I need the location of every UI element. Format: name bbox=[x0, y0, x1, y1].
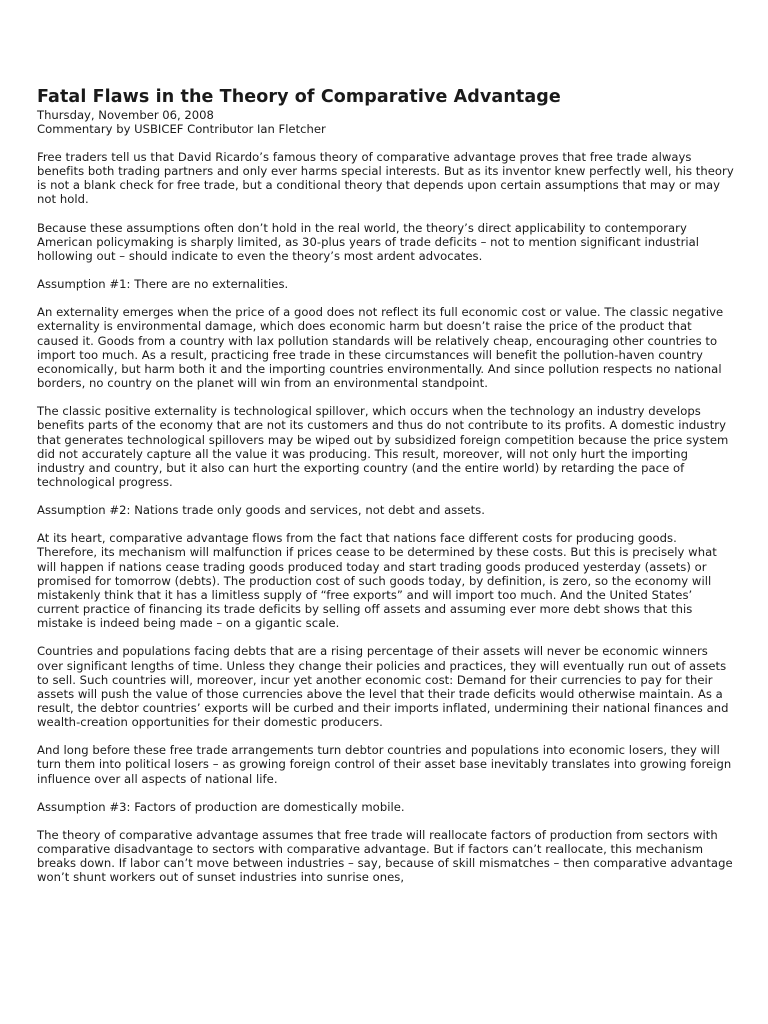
paragraph: Because these assumptions often don’t hold in the real world, the theory’s direct applicability to contemporary American policymaking is sharply limited, as 30-plus years of trade deficits – not to mention significant industrial hollowing out – should indicate to even the theory’s most ardent advocates. bbox=[37, 220, 700, 263]
paragraph: And long before these free trade arrangements turn debtor countries and populations into economic losers, they will turn them into political losers – as growing foreign control of their asset base inevitably translates into growing foreign influence over all aspects of national life. bbox=[37, 743, 732, 786]
paragraph: Countries and populations facing debts that are a rising percentage of their assets will never be economic winners over significant lengths of time. Unless they change their policies and practices, they will eventually run out of assets to sell. Such countries will, moreover, incur yet another economic cost: Demand for their currencies to pay for their assets will push the value of those currencies above the level that their trade deficits would otherwise maintain. As a result, the debtor countries’ exports will be curbed and their imports inflated, undermining their national finances and wealth-creation opportunities for their domestic producers. bbox=[37, 644, 729, 730]
paragraph: An externality emerges when the price of a good does not reflect its full economic cost or value. The classic negative externality is environmental damage, which does economic harm but doesn’t raise the price of the product that caused it. Goods from a country with lax pollution standards will be relatively cheap, encouraging other countries to import too much. As a result, practicing free trade in these circumstances will benefit the pollution-haven country economically, but harm both it and the importing countries environmentally. And since pollution respects no national borders, no country on the planet will win from an environmental standpoint. bbox=[37, 305, 724, 391]
article-title: Fatal Flaws in the Theory of Comparative Advantage bbox=[37, 87, 561, 107]
assumption-heading: Assumption #2: Nations trade only goods and services, not debt and assets. bbox=[37, 503, 485, 518]
article bbox=[37, 86, 737, 899]
assumption-heading: Assumption #3: Factors of production are domestically mobile. bbox=[37, 799, 405, 814]
article-date: Thursday, November 06, 2008 bbox=[37, 108, 214, 122]
article-byline: Commentary by USBICEF Contributor Ian Fletcher bbox=[37, 122, 326, 136]
paragraph: The theory of comparative advantage assumes that free trade will reallocate factors of production from sectors with comparative disadvantage to sectors with comparative advantage. But if factors can’t reallocate, this mechanism breaks down. If labor can’t move between industries – say, because of skill mismatches – then comparative advantage won’t shunt workers out of sunset industries into sunrise ones, bbox=[37, 827, 733, 885]
assumption-heading: Assumption #1: There are no externalities. bbox=[37, 277, 289, 292]
paragraph: At its heart, comparative advantage flows from the fact that nations face different costs for producing goods. Therefore, its mechanism will malfunction if prices cease to be determined by these costs. But this is precisely what will happen if nations cease trading goods produced today and start trading goods produced yesterday (assets) or promised for tomorrow (debts). The production cost of such goods today, by definition, is zero, so the economy will mistakenly think that it has a limitless supply of “free exports” and will import too much. And the United States’ current practice of financing its trade deficits by selling off assets and assuming ever more debt shows that this mistake is indeed being made – on a gigantic scale. bbox=[37, 531, 717, 631]
paragraph: Free traders tell us that David Ricardo’s famous theory of comparative advantage proves that free trade always benefits both trading partners and only ever harms special interests. But as its inventor knew perfectly well, his theory is not a blank check for free trade, but a conditional theory that depends upon certain assumptions that may or may not hold. bbox=[37, 150, 734, 207]
paragraph: The classic positive externality is technological spillover, which occurs when the technology an industry develops benefits parts of the economy that are not its customers and thus do not contribute to its profits. A domestic industry that generates technological spillovers may be wiped out by subsidized foreign competition because the price system did not accurately capture all the value it was producing. This result, moreover, will not only hurt the importing industry and country, but it also can hurt the exporting country (and the entire world) by retarding the pace of technological progress. bbox=[37, 404, 729, 489]
